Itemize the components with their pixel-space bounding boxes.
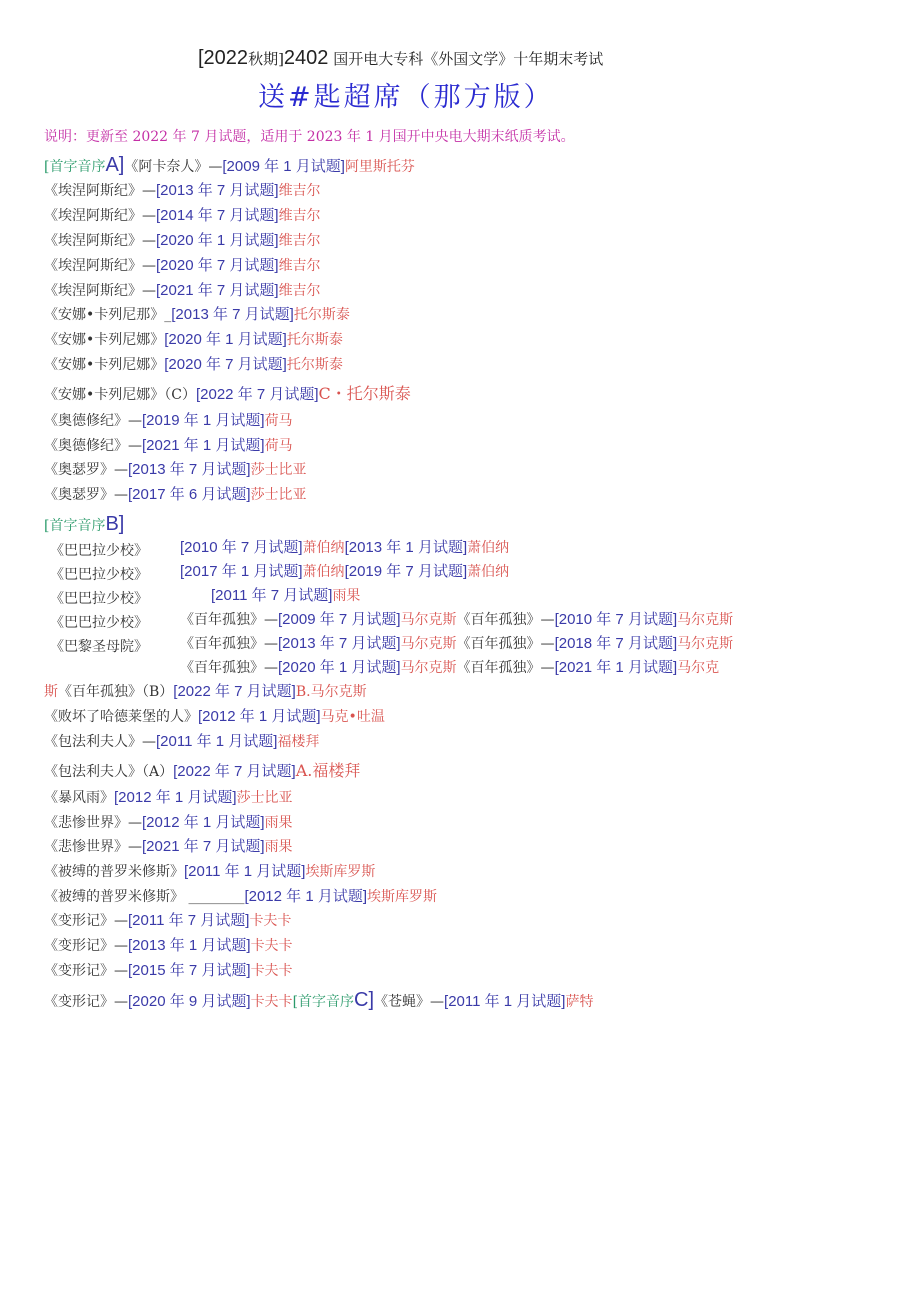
title-code: 2402 — [283, 47, 329, 69]
entry-answer: 阿里斯托芬 — [344, 159, 415, 175]
entry-title: 《变形记》— — [44, 938, 128, 954]
entry-answer: 马尔克斯 — [677, 612, 734, 628]
entry-title: 《悲惨世界》— — [44, 815, 142, 831]
page-subtitle: 送#匙超席（那方版） — [258, 82, 554, 113]
entry-answer: 马尔克斯 — [400, 636, 457, 652]
title-year: [2022 — [198, 47, 249, 69]
entry-row — [44, 281, 321, 301]
entry-row — [180, 562, 509, 582]
section-c-label: [首字音序 — [292, 994, 355, 1010]
entry-answer: 雨果 — [264, 815, 293, 831]
entry-title: 《埃涅阿斯纪》— — [44, 208, 156, 224]
entry-row — [44, 330, 343, 350]
entry-date: [2013 年 1 月试题] — [128, 937, 251, 954]
entry-answer: 卡夫卡 — [250, 963, 293, 979]
entry-date: [2021 年 7 月试题] — [156, 282, 279, 299]
entry-date: [2019 年 1 月试题] — [142, 412, 265, 429]
entry-answer: 卡夫卡 — [249, 913, 292, 929]
entry-row — [44, 961, 293, 981]
entry-title: 《埃涅阿斯纪》— — [44, 233, 156, 249]
note-text: 说明：更新至 2022 年 7 月试题，适用于 2023 年 1 月国开中央电大期末纸质考试。 — [44, 129, 575, 145]
entry-date: [2012 年 1 月试题] — [244, 888, 368, 905]
section-a-letter: A] — [105, 154, 125, 176]
entry-date: [2014 年 7 月试题] — [156, 207, 279, 224]
title-rest: 国开电大专科《外国文学》十年期末考试 — [333, 50, 604, 68]
entry-title: 《变形记》— — [44, 913, 128, 929]
entry-date: [2021 年 1 月试题] — [142, 437, 265, 454]
entry-answer: 卡夫卡 — [250, 938, 293, 954]
entry-answer: 维吉尔 — [278, 183, 321, 199]
entry-title: 《悲惨世界》— — [44, 839, 142, 855]
entry-answer: 萧伯纳 — [467, 540, 510, 556]
entry-row — [44, 862, 375, 882]
entry-date: [2009 年 7 月试题] — [278, 611, 401, 628]
entry-answer: 雨果 — [332, 588, 361, 604]
entry-title: 《百年孤独》— — [456, 612, 555, 628]
entry-date: [2017 年 1 月试题] — [180, 563, 303, 580]
entry-date: [2018 年 7 月试题] — [554, 635, 678, 652]
entry-date: [2020 年 1 月试题] — [278, 659, 401, 676]
entry-date: [2011 年 1 月试题] — [444, 993, 566, 1010]
entry-date: [2020 年 1 月试题] — [156, 232, 279, 249]
entry-date: [2020 年 7 月试题] — [164, 356, 287, 373]
entry-date: [2010 年 7 月试题] — [180, 539, 303, 556]
entry-date: [2012 年 1 月试题] — [114, 789, 237, 806]
entry-date: [2012 年 1 月试题] — [142, 814, 265, 831]
title-term: 秋期] — [248, 50, 284, 68]
entry-title: 《奥瑟罗》— — [44, 487, 128, 503]
entry-answer: 福楼拜 — [277, 734, 320, 750]
entry-date: [2022 年 7 月试题] — [173, 683, 296, 700]
entry-row — [44, 911, 291, 931]
entry-date: [2020 年 9 月试题] — [128, 993, 251, 1010]
entry-date: [2020 年 7 月试题] — [156, 257, 279, 274]
entry-answer: 马克•吐温 — [320, 709, 385, 725]
b-left-title: 《巴巴拉少校》 — [50, 567, 148, 583]
entry-row — [44, 460, 307, 480]
section-a-label: [首字音序 — [44, 159, 106, 175]
entry-answer: A.福楼拜 — [295, 761, 361, 780]
entry-title: 《变形记》— — [44, 963, 128, 979]
entry-answer: 埃斯库罗斯 — [305, 864, 376, 880]
entry-answer: C・托尔斯泰 — [318, 384, 411, 403]
entry-row — [180, 538, 509, 558]
entry-answer: 萧伯纳 — [467, 564, 510, 580]
entry-title: 《百年孤独》— — [180, 660, 278, 676]
entry-answer: 萧伯纳 — [302, 540, 345, 556]
entry-title: 《百年孤独》— — [456, 636, 555, 652]
entry-date: [2011 年 7 月试题] — [211, 587, 333, 604]
entry-date: [2010 年 7 月试题] — [554, 611, 678, 628]
entry-answer: 马尔克斯 — [677, 636, 734, 652]
entry-answer: 维吉尔 — [278, 283, 321, 299]
entry-date: [2015 年 7 月试题] — [128, 962, 251, 979]
entry-answer: 维吉尔 — [278, 258, 321, 274]
entry-title: 《百年孤独》— — [180, 612, 278, 628]
entry-answer: 维吉尔 — [278, 233, 321, 249]
entry-date: [2011 年 1 月试题] — [156, 733, 278, 750]
entry-row — [44, 383, 411, 406]
entry-row — [44, 837, 293, 857]
entry-answer: 托尔斯泰 — [293, 307, 350, 323]
entry-date: [2013 年 7 月试题] — [278, 635, 401, 652]
entry-date: [2012 年 1 月试题] — [198, 708, 321, 725]
entry-title: 《奥德修纪》— — [44, 413, 142, 429]
entry-title: 《百年孤独》（B） — [58, 684, 174, 700]
entry-date: [2022 年 7 月试题] — [195, 386, 319, 403]
entry-answer: B.马尔克斯 — [295, 684, 367, 700]
entry-row — [44, 988, 593, 1014]
b-left-title: 《巴巴拉少校》 — [50, 543, 148, 559]
entry-row — [180, 658, 719, 678]
entry-date: [2009 年 1 月试题] — [222, 158, 345, 175]
entry-date: [2013 年 1 月试题] — [344, 539, 468, 556]
entry-title: 《被缚的普罗米修斯》 — [44, 864, 184, 880]
section-c-letter: C] — [354, 989, 375, 1011]
entry-row — [44, 206, 321, 226]
entry-answer-wrap: 斯 — [44, 684, 58, 700]
entry-answer: 托尔斯泰 — [286, 332, 343, 348]
entry-answer: 托尔斯泰 — [286, 357, 343, 373]
entry-row — [211, 586, 360, 606]
entry-row — [44, 305, 350, 325]
section-b-letter: B] — [105, 513, 125, 535]
b-left-title: 《巴黎圣母院》 — [50, 639, 148, 655]
entry-title: 《百年孤独》— — [180, 636, 278, 652]
page-title — [198, 48, 603, 69]
section-b-label: [首字音序 — [44, 518, 106, 534]
entry-row — [44, 682, 367, 702]
entry-title: 《奥德修纪》— — [44, 438, 142, 454]
entry-row — [44, 485, 307, 505]
entry-title: 《安娜•卡列尼娜》 — [44, 332, 165, 348]
entry-title: 《埃涅阿斯纪》— — [44, 258, 156, 274]
entry-title: 《暴风雨》 — [44, 790, 114, 806]
entry-row — [44, 181, 321, 201]
entry-date: [2011 年 7 月试题] — [128, 912, 250, 929]
entry-row — [44, 355, 343, 375]
b-left-title: 《巴巴拉少校》 — [50, 591, 148, 607]
entry-title: 《安娜•卡列尼娜》 — [44, 357, 165, 373]
entry-date: [2020 年 1 月试题] — [164, 331, 287, 348]
entry-row — [44, 936, 293, 956]
entry-row — [180, 634, 733, 654]
entry-answer: 萨特 — [565, 994, 594, 1010]
section-a-row — [44, 153, 415, 179]
entry-date: [2019 年 7 月试题] — [344, 563, 468, 580]
entry-title: 《埃涅阿斯纪》— — [44, 183, 156, 199]
entry-row — [44, 231, 321, 251]
entry-answer: 卡夫卡 — [250, 994, 293, 1010]
entry-answer: 埃斯库罗斯 — [367, 889, 438, 905]
entry-title: 《败坏了哈德莱堡的人》 — [44, 709, 198, 725]
entry-answer: 荷马 — [264, 413, 293, 429]
entry-row — [44, 707, 385, 727]
entry-answer: 莎士比亚 — [250, 462, 307, 478]
entry-answer: 马尔克斯 — [400, 660, 457, 676]
entry-answer: 马尔克斯 — [400, 612, 457, 628]
entry-title: 《安娜•卡列尼那》_ — [44, 307, 172, 323]
entry-date: [2017 年 6 月试题] — [128, 486, 251, 503]
entry-answer: 荷马 — [264, 438, 293, 454]
entry-row — [44, 411, 293, 431]
b-left-title: 《巴巴拉少校》 — [50, 615, 148, 631]
entry-title: 《包法利夫人》— — [44, 734, 156, 750]
section-b-row — [44, 512, 124, 538]
entry-row — [44, 436, 293, 456]
entry-date: [2013 年 7 月试题] — [156, 182, 279, 199]
entry-date: [2022 年 7 月试题] — [173, 763, 296, 780]
entry-row — [180, 610, 733, 630]
entry-title: 《变形记》— — [44, 994, 128, 1010]
entry-date: [2021 年 7 月试题] — [142, 838, 265, 855]
entry-date: [2011 年 1 月试题] — [184, 863, 306, 880]
entry-title: 《安娜•卡列尼娜》（C） — [44, 387, 196, 403]
entry-answer: 维吉尔 — [278, 208, 321, 224]
entry-title: 《苍蝇》— — [374, 994, 445, 1010]
entry-row — [44, 760, 360, 783]
entry-title: 《被缚的普罗米修斯》 ________ — [44, 889, 245, 905]
entry-title: 《包法利夫人》（A） — [44, 764, 174, 780]
entry-date: [2021 年 1 月试题] — [554, 659, 678, 676]
entry-answer: 莎士比亚 — [236, 790, 293, 806]
entry-title: 《奥瑟罗》— — [44, 462, 128, 478]
entry-date: [2013 年 7 月试题] — [171, 306, 294, 323]
entry-answer: 雨果 — [264, 839, 293, 855]
entry-row — [44, 732, 319, 752]
entry-title: 《埃涅阿斯纪》— — [44, 283, 156, 299]
entry-answer: 马尔克 — [677, 660, 720, 676]
entry-title: 《阿卡奈人》— — [124, 159, 223, 175]
entry-title: 《百年孤独》— — [456, 660, 555, 676]
entry-answer: 莎士比亚 — [250, 487, 307, 503]
entry-row — [44, 813, 293, 833]
entry-answer: 萧伯纳 — [302, 564, 345, 580]
entry-row — [44, 887, 437, 907]
entry-date: [2013 年 7 月试题] — [128, 461, 251, 478]
entry-row — [44, 788, 293, 808]
entry-row — [44, 256, 321, 276]
